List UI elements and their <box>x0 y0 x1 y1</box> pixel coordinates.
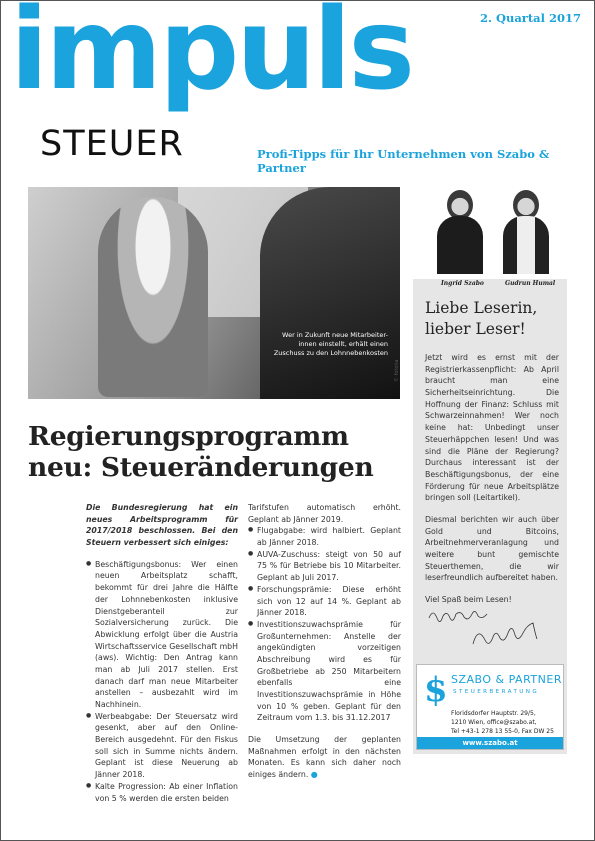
portrait-photo <box>413 186 567 279</box>
company-name: SZABO & PARTNER <box>451 673 562 686</box>
website-link[interactable]: www.szabo.at <box>417 737 563 749</box>
address-line-3: Tel +43-1 278 13 55-0, Fax DW 25 <box>451 728 554 735</box>
company-logo-box <box>416 664 564 750</box>
bullet-item: ● Beschäftigungsbonus: Wer einen neuen Arbeitsplatz schafft, bekommt für drei Jahre die Hälfte der Lohnnebenkosten inklusive Dienstgeberanteil zur Sozialversicherung zurück. Die Abwicklung erfolgt über die Austria Wirtschaftsservice Gesellschaft mbH (aws). Wichtig: Den Antrag kann man ab Juli 2017 stellen. Erst danach darf man neue Mitarbeiter anstellen – ausbezahlt wird im Nachhinein. <box>86 559 238 711</box>
article-headline <box>28 421 408 483</box>
editorial-paragraph: Viel Spaß beim Lesen! <box>425 595 512 605</box>
editorial-paragraph: Diesmal berichten wir auch über Gold und Bitcoins, Arbeitnehmerveranlagung und weitere bunt gemischte Steuerthemen, die wir leserfreundlich aufbereitet haben. <box>425 514 559 583</box>
masthead-title: impuls <box>10 0 413 115</box>
portrait-ingrid <box>435 188 485 274</box>
portrait-name-2: Gudrun Humal <box>505 280 556 287</box>
signatures <box>427 604 557 656</box>
company-address <box>451 709 554 736</box>
closing-text: Die Umsetzung der geplanten Maßnahmen erfolgt in den nächsten Monaten. Es kann sich daher noch einiges ändern. <box>248 735 401 780</box>
headline-line-1: Regierungsprogramm <box>28 421 349 452</box>
dollar-logo-icon: $ <box>424 670 448 710</box>
bullet-item: ● Flugabgabe: wird halbiert. Geplant ab Jänner 2018. <box>248 525 401 548</box>
article-intro: Die Bundesregierung hat ein neues Arbeitsprogramm für 2017/2018 beschlossen. Bei den Steuern verbessert sich einiges: <box>86 503 238 548</box>
photo-credit: © fotolia <box>394 359 400 382</box>
article-closing <box>248 734 401 781</box>
headline-line-2: neu: Steueränderungen <box>28 452 374 483</box>
bullet-item: ● Kalte Progression: Ab einer Inflation von 5 % werden die ersten beiden <box>86 781 238 804</box>
editorial-paragraph: Jetzt wird es ernst mit der Registrierkassenpflicht: Ab April braucht man eine Sicherheitseinrichtung. Die Hoffnung der Finanz: Schluss mit Schwarzeinnahmen! Wer noch keine hat: Unbedingt unser Steuerhäppchen lesen! Und was sind die Pläne der Regierung? Durchaus interessant ist der Beschäftigungsbonus, der eine Förderung für neue Arbeitsplätze bringen soll (Leitartikel). <box>425 353 559 503</box>
editorial-greeting <box>425 298 565 340</box>
greeting-line-2: lieber Leser! <box>425 319 526 338</box>
portrait-gudrun <box>501 188 551 274</box>
end-mark-icon: ● <box>310 770 318 780</box>
bullet-item: ● Werbeabgabe: Der Steuersatz wird gesenkt, aber auf den Online-Bereich ausgedehnt. Für den Fiskus soll sich in Summe nichts ändern. Geplant ist diese Neuerung ab Jänner 2018. <box>86 711 238 781</box>
tagline: Profi-Tipps für Ihr Unternehmen von Szabo & Partner <box>257 147 550 175</box>
portrait-name-1: Ingrid Szabo <box>441 280 484 287</box>
greeting-line-1: Liebe Leserin, <box>425 299 538 317</box>
article-column-1 <box>86 502 238 804</box>
photo-woman <box>98 197 208 397</box>
lead-photo <box>28 187 400 399</box>
bullet-item: ● Investitionszuwachsprämie für Großunternehmen: Anstelle der angekündigten vorzeitigen Abschreibung wird es für Großbetriebe ab 250 Mitarbeitern ebenfalls eine Investitionszuwachsprämie in Höhe von 10 % geben. Geplant für den Zeitraum vom 1.3. bis 31.12.2017 <box>248 619 401 724</box>
issue-label: 2. Quartal 2017 <box>479 11 581 25</box>
column-continuation: Tarifstufen automatisch erhöht. Geplant ab Jänner 2019. <box>248 503 401 524</box>
photo-man <box>260 187 400 399</box>
address-line-1: Floridsdorfer Hauptstr. 29/5, <box>451 710 536 717</box>
bullet-item: ● AUVA-Zuschuss: steigt von 50 auf 75 % für Betriebe bis 10 Mitarbeiter. Geplant ab Juli 2017. <box>248 549 401 584</box>
article-column-2 <box>248 502 401 781</box>
editorial-text <box>425 352 559 616</box>
editorial-sidebar <box>413 186 567 754</box>
address-line-2: 1210 Wien, office@szabo.at, <box>451 719 537 726</box>
company-subtitle: STEUERBERATUNG <box>453 689 540 695</box>
masthead-subtitle: STEUER <box>40 124 184 164</box>
bullet-item: ● Forschungsprämie: Diese erhöht sich von 12 auf 14 %. Geplant ab Jänner 2018. <box>248 584 401 619</box>
photo-caption: Wer in Zukunft neue Mitarbeiter-innen einstellt, erhält einen Zuschuss zu den Lohnnebenkosten <box>273 331 388 357</box>
